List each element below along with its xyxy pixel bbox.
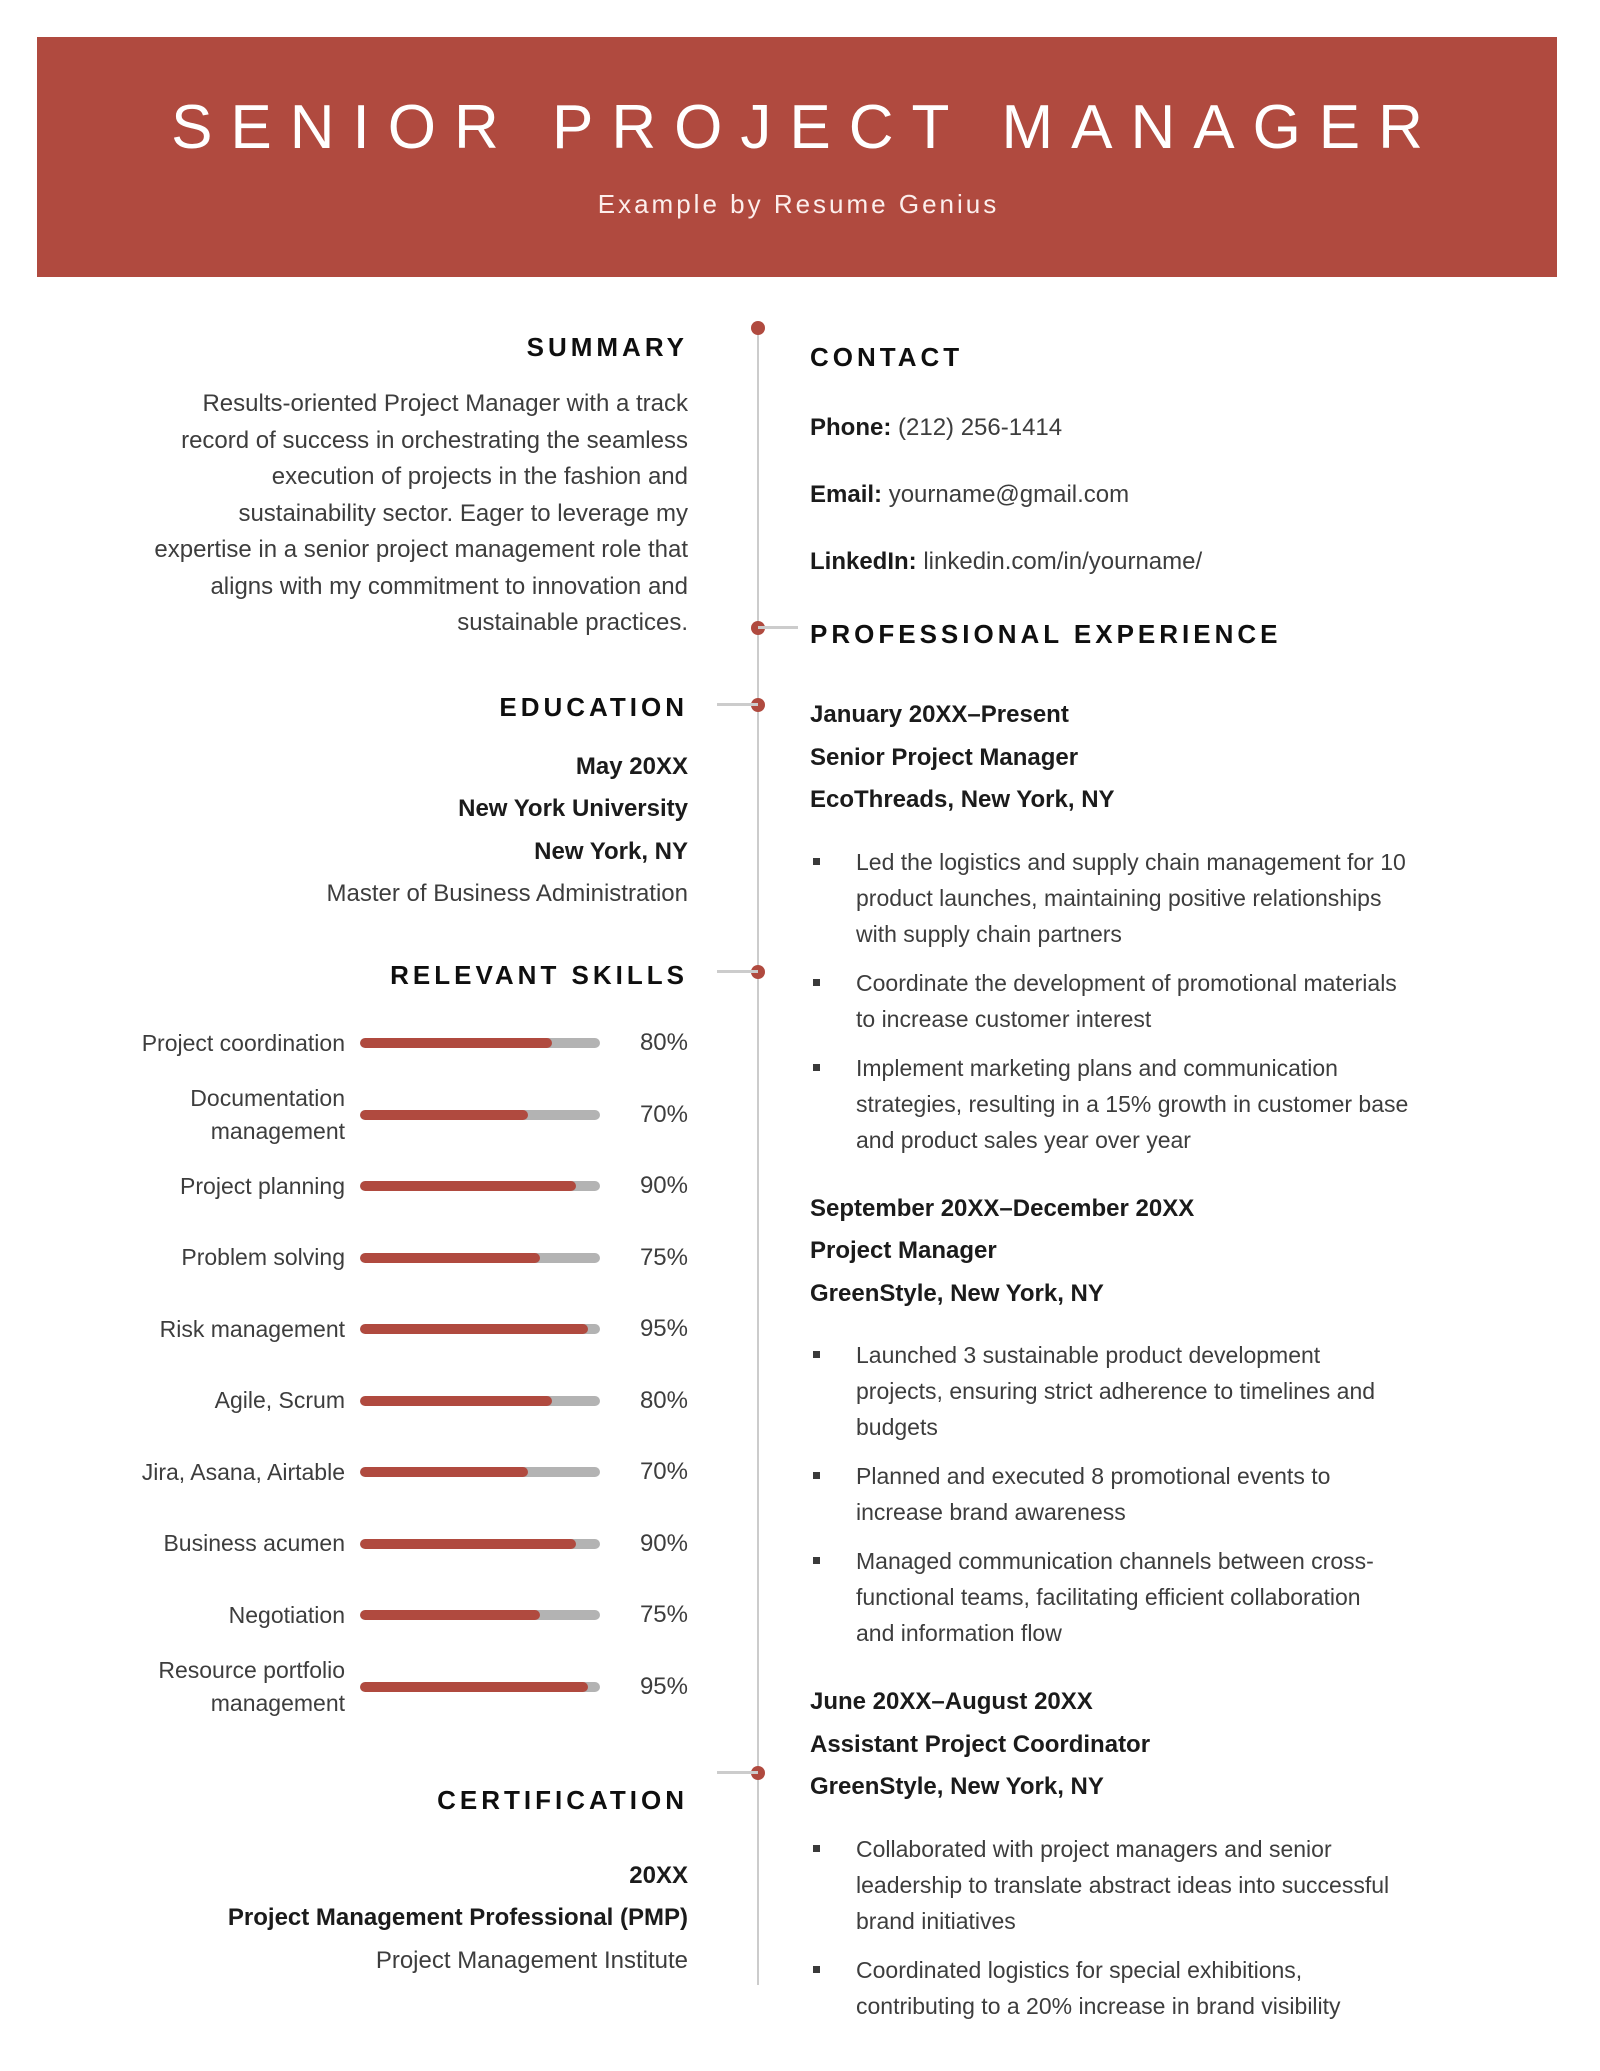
skill-bar-fill xyxy=(360,1110,528,1120)
education-school: New York University xyxy=(458,795,688,822)
skill-percent: 95% xyxy=(639,1315,688,1343)
skill-bar-track xyxy=(360,1682,600,1692)
job-bullet-list xyxy=(810,1831,1545,2024)
skill-percent: 90% xyxy=(639,1172,688,1200)
job-bullet-list xyxy=(810,844,1545,1158)
skill-label: Problem solving xyxy=(181,1244,345,1271)
skill-bar-track xyxy=(360,1253,600,1263)
contact-linkedin xyxy=(810,544,1545,580)
job-entry xyxy=(810,1681,1545,2024)
bullet-line: Implement marketing plans and communication xyxy=(856,1054,1338,1081)
summary-line: aligns with my commitment to innovation and xyxy=(210,572,688,600)
education-heading: EDUCATION xyxy=(499,691,688,722)
job-title: Senior Project Manager xyxy=(810,743,1079,771)
skills-heading: RELEVANT SKILLS xyxy=(390,959,688,990)
skill-bar-fill xyxy=(360,1324,588,1334)
skill-row xyxy=(60,1151,688,1223)
job-bullet xyxy=(810,1952,1545,2024)
skill-label: Agile, Scrum xyxy=(214,1387,345,1414)
job-bullet xyxy=(810,965,1545,1037)
skill-row xyxy=(60,1580,688,1652)
skill-bar-fill xyxy=(360,1038,552,1048)
contact-list xyxy=(810,410,1545,580)
certification-entry xyxy=(60,1855,688,1983)
skill-row xyxy=(60,1294,688,1366)
skill-row xyxy=(60,1008,688,1080)
timeline-divider xyxy=(757,328,759,1985)
skill-bar-fill xyxy=(360,1610,540,1620)
skill-label: Project planning xyxy=(180,1172,345,1199)
contact-phone-label: Phone: xyxy=(810,414,892,441)
left-column xyxy=(60,277,688,1982)
skill-bar-fill xyxy=(360,1539,576,1549)
bullet-line: Led the logistics and supply chain management for 10 xyxy=(856,848,1406,875)
job-company: EcoThreads, New York, NY xyxy=(810,786,1115,813)
education-date: May 20XX xyxy=(575,752,688,780)
timeline-connector xyxy=(717,1771,758,1774)
skill-percent: 80% xyxy=(639,1029,688,1057)
summary-line: Results-oriented Project Manager with a track xyxy=(202,390,688,417)
certification-name: Project Management Professional (PMP) xyxy=(227,1904,688,1931)
bullet-line: Managed communication channels between cross- xyxy=(856,1548,1374,1574)
skill-bar-fill xyxy=(360,1253,540,1263)
timeline-connector xyxy=(717,970,758,973)
bullet-line: projects, ensuring strict adherence to timelines and xyxy=(856,1378,1376,1404)
timeline-connector xyxy=(717,703,758,706)
education-degree: Master of Business Administration xyxy=(326,880,688,907)
contact-phone-value: (212) 256-1414 xyxy=(898,414,1063,441)
job-company: GreenStyle, New York, NY xyxy=(810,1773,1104,1800)
summary-paragraph xyxy=(60,386,688,642)
skill-bar-track xyxy=(360,1396,600,1406)
skill-bar-track xyxy=(360,1181,600,1191)
skill-bar-track xyxy=(360,1110,600,1120)
skill-bar-fill xyxy=(360,1181,576,1191)
skill-bar-fill xyxy=(360,1396,552,1406)
job-dates: January 20XX–Present xyxy=(810,701,1069,728)
skill-percent: 75% xyxy=(639,1601,688,1629)
bullet-line: brand initiatives xyxy=(856,1907,1016,1934)
bullet-line: product launches, maintaining positive relationships xyxy=(856,884,1382,911)
summary-heading: SUMMARY xyxy=(526,332,688,362)
contact-linkedin-label: LinkedIn: xyxy=(810,548,917,575)
bullet-line: Collaborated with project managers and senior xyxy=(856,1835,1332,1862)
job-company: GreenStyle, New York, NY xyxy=(810,1279,1104,1307)
bullet-line: and information flow xyxy=(856,1620,1062,1646)
skill-row xyxy=(60,1651,688,1723)
skill-row xyxy=(60,1437,688,1509)
job-header xyxy=(810,1188,1545,1316)
contact-email-label: Email: xyxy=(810,481,883,508)
contact-phone xyxy=(810,410,1545,446)
skill-percent: 70% xyxy=(639,1100,688,1128)
skill-percent: 70% xyxy=(639,1458,688,1486)
job-dates: June 20XX–August 20XX xyxy=(810,1688,1093,1715)
skill-label: Resource portfolio management xyxy=(158,1656,345,1716)
summary-line: sustainability sector. Eager to leverage my xyxy=(238,499,688,527)
certification-heading: CERTIFICATION xyxy=(437,1784,688,1815)
bullet-line: functional teams, facilitating efficient collaboration xyxy=(856,1584,1361,1610)
job-bullet xyxy=(810,1458,1545,1530)
bullet-line: increase brand awareness xyxy=(856,1499,1126,1525)
job-entry xyxy=(810,1188,1545,1652)
bullet-line: to increase customer interest xyxy=(856,1005,1152,1032)
right-column xyxy=(810,277,1545,2037)
skill-label: Documentation management xyxy=(190,1084,345,1144)
job-dates: September 20XX–December 20XX xyxy=(810,1194,1195,1222)
certification-issuer: Project Management Institute xyxy=(375,1946,688,1974)
job-title: Assistant Project Coordinator xyxy=(810,1730,1151,1758)
job-bullet xyxy=(810,1543,1545,1651)
skill-label: Risk management xyxy=(159,1315,345,1342)
summary-line: expertise in a senior project management role that xyxy=(154,536,688,563)
skill-bar-track xyxy=(360,1467,600,1477)
job-entry xyxy=(810,694,1545,1158)
skill-bar-fill xyxy=(360,1467,528,1477)
job-header xyxy=(810,1681,1545,1809)
summary-line: execution of projects in the fashion and xyxy=(271,463,688,490)
job-bullet xyxy=(810,844,1545,952)
skill-percent: 95% xyxy=(639,1672,688,1700)
job-bullet xyxy=(810,1831,1545,1939)
skill-bar-track xyxy=(360,1038,600,1048)
bullet-line: with supply chain partners xyxy=(856,920,1122,947)
skill-percent: 75% xyxy=(639,1243,688,1271)
job-bullet xyxy=(810,1050,1545,1158)
job-bullet xyxy=(810,1337,1545,1445)
bullet-line: leadership to translate abstract ideas into successful xyxy=(856,1871,1390,1898)
skill-row xyxy=(60,1222,688,1294)
experience-heading: PROFESSIONAL EXPERIENCE xyxy=(810,619,1282,649)
page-title: SENIOR PROJECT MANAGER xyxy=(171,93,1441,162)
skill-label: Project coordination xyxy=(141,1029,345,1056)
skill-bar-track xyxy=(360,1610,600,1620)
bullet-line: Coordinate the development of promotional materials xyxy=(856,969,1397,996)
skills-list xyxy=(60,1008,688,1723)
job-bullet-list xyxy=(810,1337,1545,1651)
bullet-line: and product sales year over year xyxy=(856,1126,1191,1153)
certification-date: 20XX xyxy=(629,1861,688,1889)
header-banner xyxy=(37,37,1557,277)
summary-line: sustainable practices. xyxy=(457,609,688,636)
bullet-line: Launched 3 sustainable product development xyxy=(856,1342,1321,1368)
skill-label: Business acumen xyxy=(163,1530,345,1557)
education-location: New York, NY xyxy=(534,837,688,865)
skill-bar-fill xyxy=(360,1682,588,1692)
skill-label: Jira, Asana, Airtable xyxy=(141,1458,345,1485)
bullet-line: contributing to a 20% increase in brand visibility xyxy=(856,1992,1341,2019)
skill-label: Negotiation xyxy=(228,1601,345,1628)
job-header xyxy=(810,694,1545,822)
education-entry xyxy=(60,746,688,916)
job-title: Project Manager xyxy=(810,1237,997,1264)
skill-row xyxy=(60,1079,688,1151)
timeline-dot xyxy=(751,321,765,335)
contact-email-value: yourname@gmail.com xyxy=(888,481,1130,508)
skill-percent: 90% xyxy=(639,1529,688,1557)
skill-row xyxy=(60,1365,688,1437)
page-subtitle: Example by Resume Genius xyxy=(597,189,1000,219)
bullet-line: budgets xyxy=(856,1414,938,1440)
skill-percent: 80% xyxy=(639,1386,688,1414)
contact-heading: CONTACT xyxy=(810,342,964,372)
bullet-line: strategies, resulting in a 15% growth in customer base xyxy=(856,1090,1409,1117)
bullet-line: Planned and executed 8 promotional events to xyxy=(856,1463,1331,1489)
bullet-line: Coordinated logistics for special exhibitions, xyxy=(856,1956,1303,1983)
skill-row xyxy=(60,1508,688,1580)
summary-line: record of success in orchestrating the seamless xyxy=(181,426,688,454)
timeline-connector xyxy=(758,626,798,629)
skill-bar-track xyxy=(360,1539,600,1549)
contact-linkedin-value: linkedin.com/in/yourname/ xyxy=(923,548,1203,575)
skill-bar-track xyxy=(360,1324,600,1334)
contact-email xyxy=(810,477,1545,513)
